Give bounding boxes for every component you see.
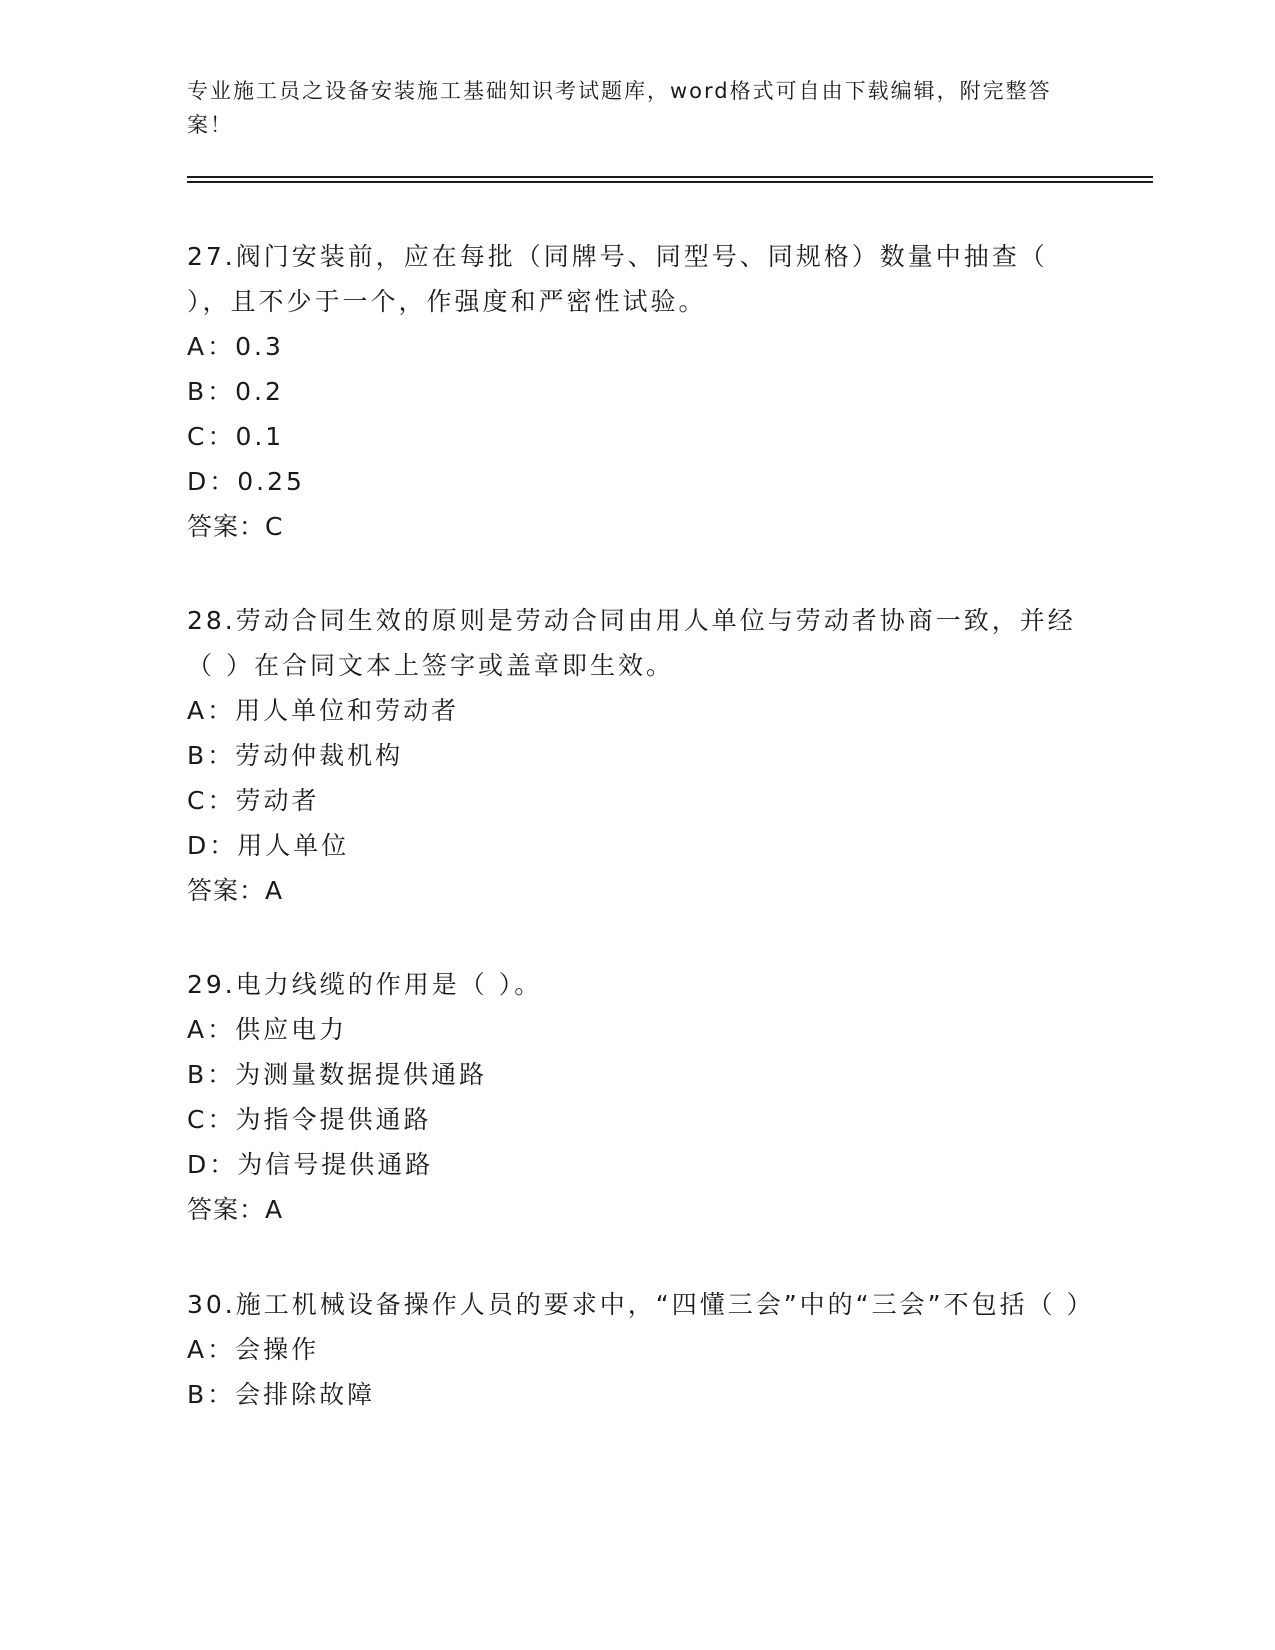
- option-b: B：会排除故障: [187, 1380, 376, 1409]
- option-b: B：0.2: [187, 377, 284, 406]
- answer-line: 答案：A: [187, 1195, 284, 1224]
- header-divider-top: [187, 176, 1153, 178]
- option-c: C：为指令提供通路: [187, 1105, 432, 1134]
- option-a: A：用人单位和劳动者: [187, 696, 460, 725]
- document-header: 专业施工员之设备安装施工基础知识考试题库，word格式可自由下载编辑，附完整答案！: [187, 79, 1052, 137]
- option-d: D：为信号提供通路: [187, 1150, 434, 1179]
- question-29: [187, 962, 1087, 1232]
- option-c: C：劳动者: [187, 786, 320, 815]
- answer-line: 答案：A: [187, 876, 284, 905]
- question-28: [187, 598, 1087, 913]
- option-d: D：0.25: [187, 467, 305, 496]
- option-a: A：会操作: [187, 1335, 320, 1364]
- answer-line: 答案：C: [187, 512, 284, 541]
- option-b: B：为测量数据提供通路: [187, 1060, 488, 1089]
- question-stem: 27.阀门安装前，应在每批（同牌号、同型号、同规格）数量中抽查（ ），且不少于一个，作强度和严密性试验。: [187, 242, 1048, 316]
- option-a: A：0.3: [187, 332, 284, 361]
- question-27: [187, 234, 1087, 549]
- option-b: B：劳动仲裁机构: [187, 741, 404, 770]
- option-d: D：用人单位: [187, 831, 350, 860]
- question-30: [187, 1282, 1095, 1417]
- option-c: C：0.1: [187, 422, 285, 451]
- header-divider-bottom: [187, 181, 1153, 183]
- question-stem: 29.电力线缆的作用是（ ）。: [187, 970, 543, 999]
- option-a: A：供应电力: [187, 1015, 348, 1044]
- question-stem: 28.劳动合同生效的原则是劳动合同由用人单位与劳动者协商一致，并经（ ）在合同文本上签字或盖章即生效。: [187, 606, 1076, 680]
- question-stem: 30.施工机械设备操作人员的要求中，“四懂三会”中的“三会”不包括（ ）: [187, 1290, 1095, 1319]
